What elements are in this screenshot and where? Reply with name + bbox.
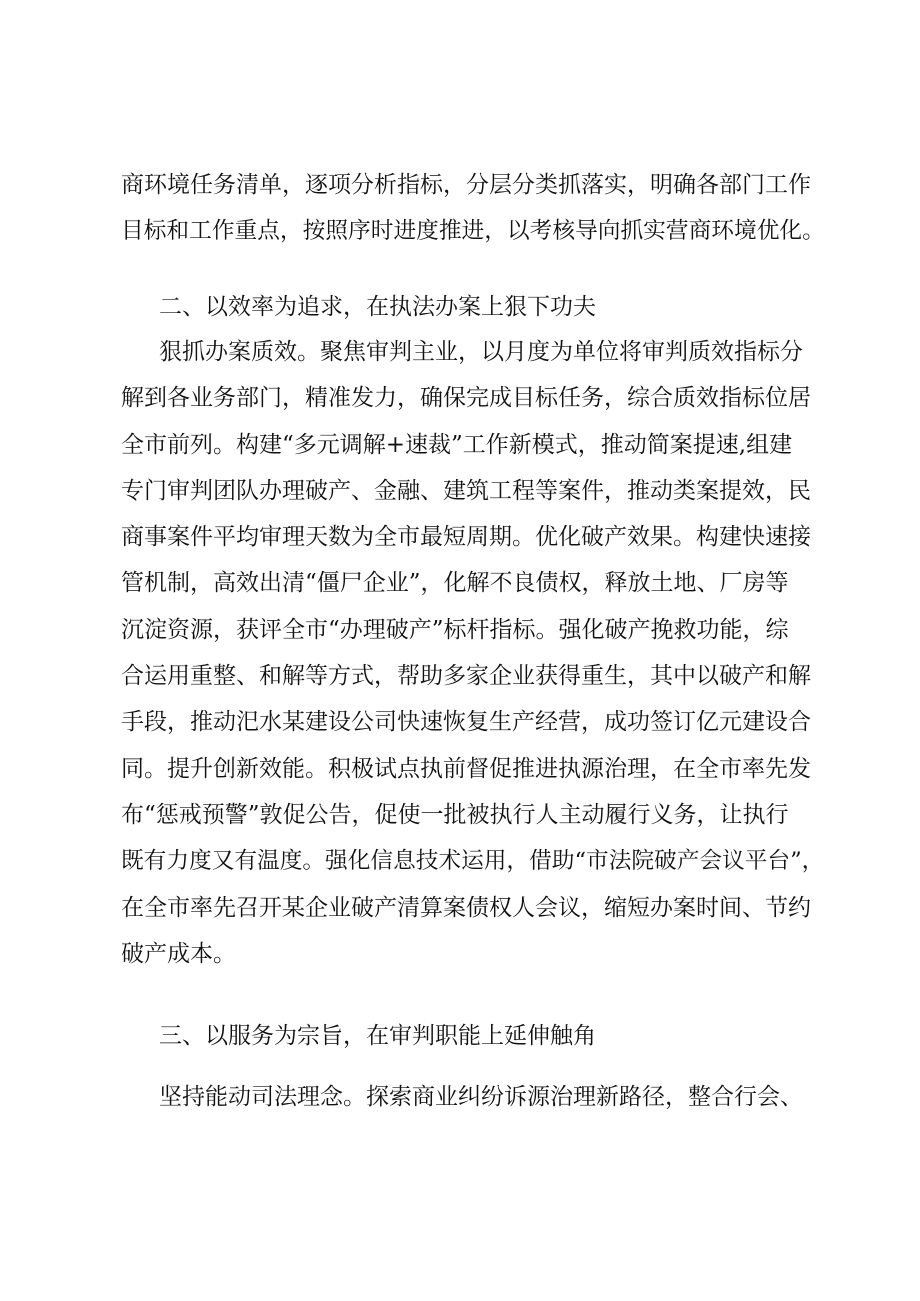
section-heading-service	[121, 1013, 825, 1059]
text-line: 全市前列。构建“多元调解+速裁”工作新模式，推动简案提速,组建	[121, 431, 793, 458]
text-line: 合运用重整、和解等方式，帮助多家企业获得重生，其中以破产和解	[121, 663, 811, 690]
text-line: 布“惩戒预警”敦促公告，促使一批被执行人主动履行义务，让执行	[121, 801, 789, 828]
text-line: 商事案件平均审理天数为全市最短周期。优化破产效果。构建快速接	[121, 524, 811, 551]
paragraph-service	[121, 1074, 825, 1120]
text-line: 商环境任务清单，逐项分析指标，分层分类抓落实，明确各部门工作	[121, 172, 811, 198]
heading-text: 二、以效率为追求，在执法办案上狠下功夫	[159, 294, 596, 320]
text-line: 破产成本。	[121, 940, 236, 967]
text-line: 管机制，高效出清“僵尸企业”，化解不良债权，释放土地、厂房等	[121, 570, 789, 597]
section-heading-efficiency	[121, 284, 825, 330]
paragraph-continued	[121, 162, 825, 255]
text-line: 沉淀资源，获评全市“办理破产”标杆指标。强化破产挽救功能，综	[121, 616, 789, 643]
heading-text: 三、以服务为宗旨，在审判职能上延伸触角	[159, 1023, 596, 1049]
text-line: 解到各业务部门，精准发力，确保完成目标任务，综合质效指标位居	[121, 385, 811, 412]
text-line: 狠抓办案质效。聚焦审判主业，以月度为单位将审判质效指标分	[159, 339, 803, 365]
text-line: 在全市率先召开某企业破产清算案债权人会议，缩短办案时间、节约	[121, 894, 811, 921]
text-line: 专门审判团队办理破产、金融、建筑工程等案件，推动类案提效，民	[121, 477, 811, 504]
text-line: 既有力度又有温度。强化信息技术运用，借助“市法院破产会议平台”，	[121, 848, 825, 875]
text-line: 同。提升创新效能。积极试点执前督促推进执源治理，在全市率先发	[121, 755, 811, 782]
paragraph-efficiency	[121, 329, 825, 977]
text-line: 坚持能动司法理念。探索商业纠纷诉源治理新路径，整合行会、	[159, 1084, 803, 1110]
text-line: 目标和工作重点，按照序时进度推进，以考核导向抓实营商环境优化。	[121, 218, 825, 245]
text-line: 手段，推动汜水某建设公司快速恢复生产经营，成功签订亿元建设合	[121, 709, 811, 736]
